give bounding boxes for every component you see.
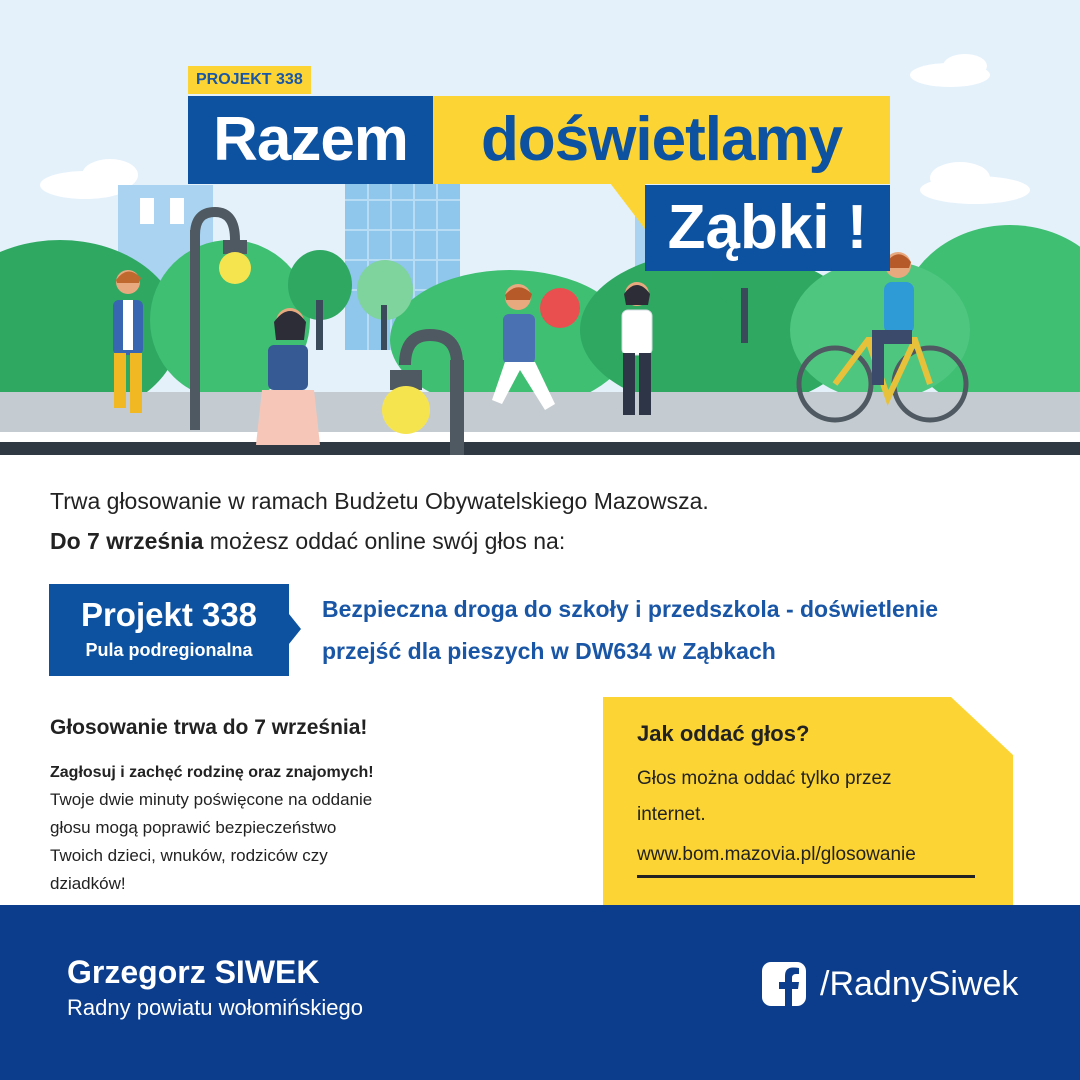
vote-text [50, 786, 470, 898]
project-description-line-2: przejść dla pieszych w DW634 w Ząbkach [322, 638, 776, 664]
project-badge [49, 584, 289, 676]
project-badge-subtitle: Pula podregionalna [85, 640, 253, 660]
how-text [637, 761, 977, 833]
park-scene [0, 0, 1080, 455]
intro-deadline: Do 7 września [50, 528, 204, 554]
facebook-handle[interactable]: /RadnySiwek [820, 965, 1019, 1003]
voting-url-link[interactable]: www.bom.mazovia.pl/glosowanie [637, 844, 916, 865]
headline-part-2: doświetlamy [433, 96, 890, 184]
vote-heading: Głosowanie trwa do 7 września! [50, 716, 368, 739]
headline-part-3: Ząbki ! [645, 185, 890, 271]
road [0, 442, 1080, 455]
footer [0, 905, 1080, 1080]
hero-illustration [0, 0, 1080, 455]
how-text-line-1: Głos można oddać tylko przez [637, 768, 892, 789]
intro-line-1: Trwa głosowanie w ramach Budżetu Obywatelskiego Mazowsza. [50, 488, 709, 514]
vote-text-line-4: dziadków! [50, 874, 126, 893]
author-role: Radny powiatu wołomińskiego [67, 995, 363, 1020]
vote-text-line-1: Twoje dwie minuty poświęcone na oddanie [50, 790, 373, 809]
vote-subheading: Zagłosuj i zachęć rodzinę oraz znajomych! [50, 764, 374, 781]
how-to-vote-box [603, 697, 1013, 905]
url-underline [637, 875, 975, 878]
facebook-icon[interactable] [762, 962, 806, 1006]
project-badge-title: Projekt 338 [80, 596, 258, 633]
how-text-line-2: internet. [637, 804, 706, 825]
project-tag: PROJEKT 338 [188, 66, 311, 94]
author-name: Grzegorz SIWEK [67, 954, 320, 990]
vote-text-line-3: Twoich dzieci, wnuków, rodziców czy [50, 846, 328, 865]
intro-text [50, 481, 1030, 561]
intro-line-2 [50, 521, 1030, 561]
project-badge-arrow [289, 614, 301, 644]
project-description [322, 588, 1052, 672]
intro-line-2-rest: możesz oddać online swój głos na: [203, 528, 566, 554]
project-description-line-1: Bezpieczna droga do szkoły i przedszkola - doświetlenie [322, 596, 939, 622]
headline-notch [610, 183, 645, 229]
how-title: Jak oddać głos? [637, 721, 810, 746]
vote-text-line-2: głosu mogą poprawić bezpieczeństwo [50, 818, 337, 837]
headline-part-1: Razem [188, 96, 433, 184]
